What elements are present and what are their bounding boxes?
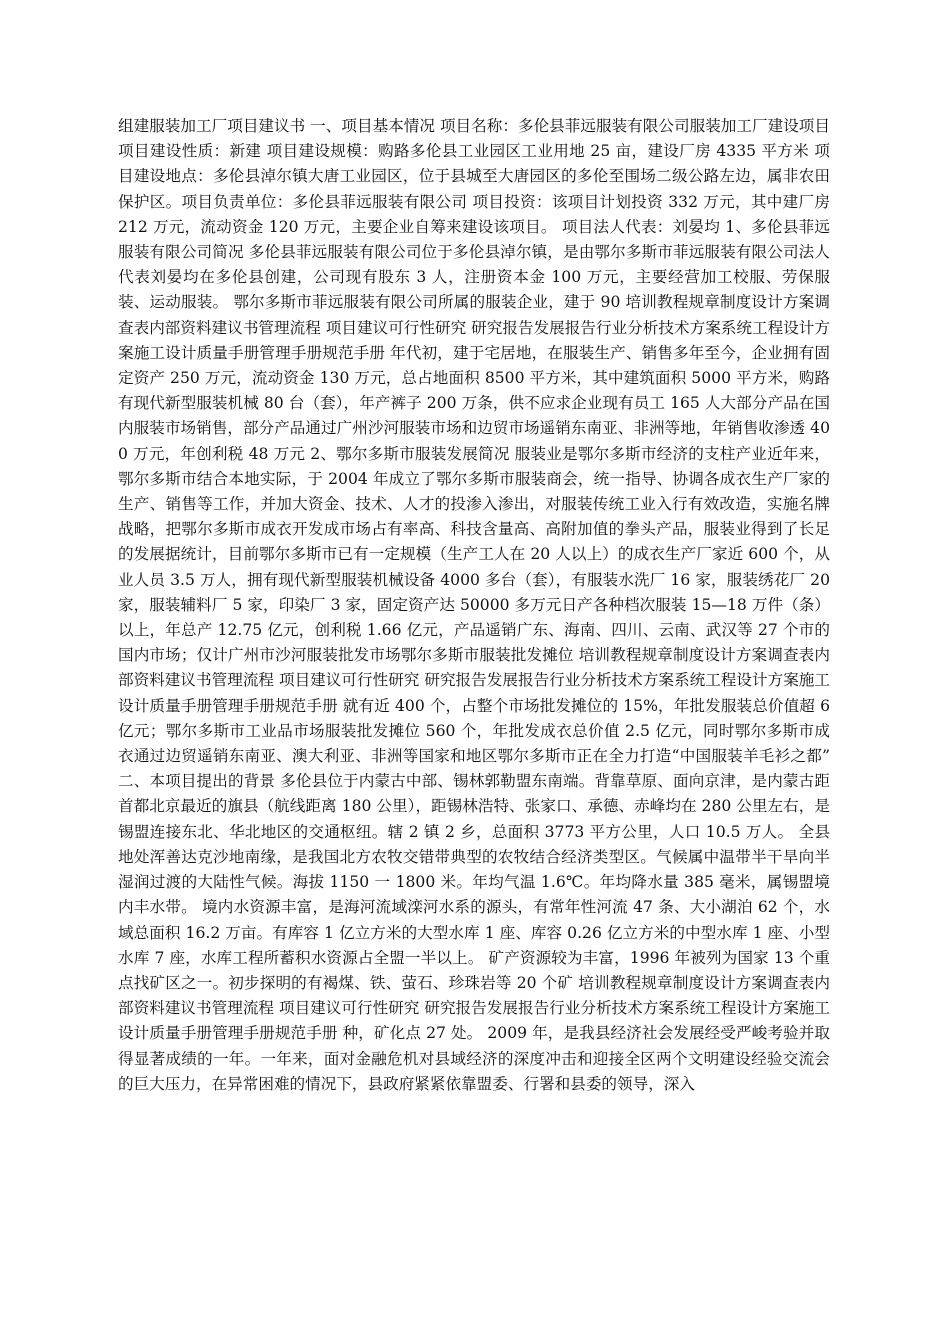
document-body-text: 组建服装加工厂项目建议书 一、项目基本情况 项目名称：多伦县菲远服装有限公司服装加工厂建设项目 项目建设性质：新建 项目建设规模：购路多伦县工业园区工业用地 25 亩，建设厂房 4335 平方米 项目建设地点：多伦县淖尔镇大唐工业园区，位于县城至大唐园区的多伦至围场二级公路左边，属非农田保护区。项目负责单位：多伦县菲远服装有限公司 项目投资：该项目计划投资 332 万元，其中建厂房 212 万元，流动资金 120 万元，主要企业自筹来建设该项目。 项目法人代表：刘晏均 1、多伦县菲远服装有限公司简况 多伦县菲远服装有限公司位于多伦县淖尔镇，是由鄂尔多斯市菲远服装有限公司法人代表刘晏均在多伦县创建，公司现有股东 3 人，注册资本金 100 万元，主要经营加工校服、劳保服装、运动服装。 鄂尔多斯市菲远服装有限公司所属的服装企业，建于 90 培训教程规章制度设计方案调查表内部资料建议书管理流程 项目建议可行性研究 研究报告发展报告行业分析技术方案系统工程设计方案施工设计质量手册管理手册规范手册 年代初，建于宅居地，在服装生产、销售多年至今，企业拥有固定资产 250 万元，流动资金 130 万元，总占地面积 8500 平方米，其中建筑面积 5000 平方米，购路有现代新型服装机械 80 台（套），年产裤子 200 万条，供不应求企业现有员工 165 人大部分产品在国内服装市场销售，部分产品通过广州沙河服装市场和边贸市场遥销东南亚、非洲等地，年销售收渗透 400 万元，年创利税 48 万元 2、鄂尔多斯市服装发展简况 服装业是鄂尔多斯市经济的支柱产业近年来，鄂尔多斯市结合本地实际，于 2004 年成立了鄂尔多斯市服装商会，统一指导、协调各成衣生产厂家的生产、销售等工作，并加大资金、技术、人才的投渗入渗出，对服装传统工业入行有效改造，实施名牌战略，把鄂尔多斯市成衣开发成市场占有率高、科技含量高、高附加值的拳头产品，服装业得到了长足的发展据统计，目前鄂尔多斯市已有一定规模（生产工人在 20 人以上）的成衣生产厂家近 600 个，从业人员 3.5 万人，拥有现代新型服装机械设备 4000 多台（套），有服装水洗厂 16 家，服装绣花厂 20 家，服装辅料厂 5 家，印染厂 3 家，固定资产达 50000 多万元日产各种档次服装 15—18 万件（条）以上，年总产 12.75 亿元，创利税 1.66 亿元，产品遥销广东、海南、四川、云南、武汉等 27 个市的国内市场；仅计广州市沙河服装批发市场鄂尔多斯市服装批发摊位 培训教程规章制度设计方案调查表内部资料建议书管理流程 项目建议可行性研究 研究报告发展报告行业分析技术方案系统工程设计方案施工设计质量手册管理手册规范手册 就有近 400 个，占整个市场批发摊位的 15%，年批发服装总价值超 6 亿元；鄂尔多斯市工业品市场服装批发摊位 560 个，年批发成衣总价值 2.5 亿元，同时鄂尔多斯市成衣通过边贸遥销东南亚、澳大利亚、非洲等国家和地区鄂尔多斯市正在全力打造“中国服装羊毛衫之都” 二、本项目提出的背景 多伦县位于内蒙古中部、锡林郭勒盟东南端。背靠草原、面向京津，是内蒙古距首都北京最近的旗县（航线距离 180 公里），距锡林浩特、张家口、承德、赤峰均在 280 公里左右，是锡盟连接东北、华北地区的交通枢纽。辖 2 镇 2 乡，总面积 3773 平方公里，人口 10.5 万人。 全县地处浑善达克沙地南缘，是我国北方农牧交错带典型的农牧结合经济类型区。气候属中温带半干旱向半湿润过渡的大陆性气候。海拔 1150 一 1800 米。年均气温 1.6℃。年均降水量 385 毫米，属锡盟境内丰水带。 境内水资源丰富，是海河流域滦河水系的源头，有常年性河流 47 条、大小湖泊 62 个，水域总面积 16.2 万亩。有库容 1 亿立方米的大型水库 1 座、库容 0.26 亿立方米的中型水库 1 座、小型水库 7 座，水库工程所蓄积水资源占全盟一半以上。 矿产资源较为丰富，1996 年被列为国家 13 个重点找矿区之一。初步探明的有褐煤、铁、萤石、珍珠岩等 20 个矿 培训教程规章制度设计方案调查表内部资料建议书管理流程 项目建议可行性研究 研究报告发展报告行业分析技术方案系统工程设计方案施工设计质量手册管理手册规范手册 种，矿化点 27 处。 2009 年，是我县经济社会发展经受严峻考验并取得显著成绩的一年。一年来，面对金融危机对县域经济的深度冲击和迎接全区两个文明建设经验交流会的巨大压力，在异常困难的情况下，县政府紧紧依靠盟委、行署和县委的领导，深入: [118, 117, 830, 1093]
